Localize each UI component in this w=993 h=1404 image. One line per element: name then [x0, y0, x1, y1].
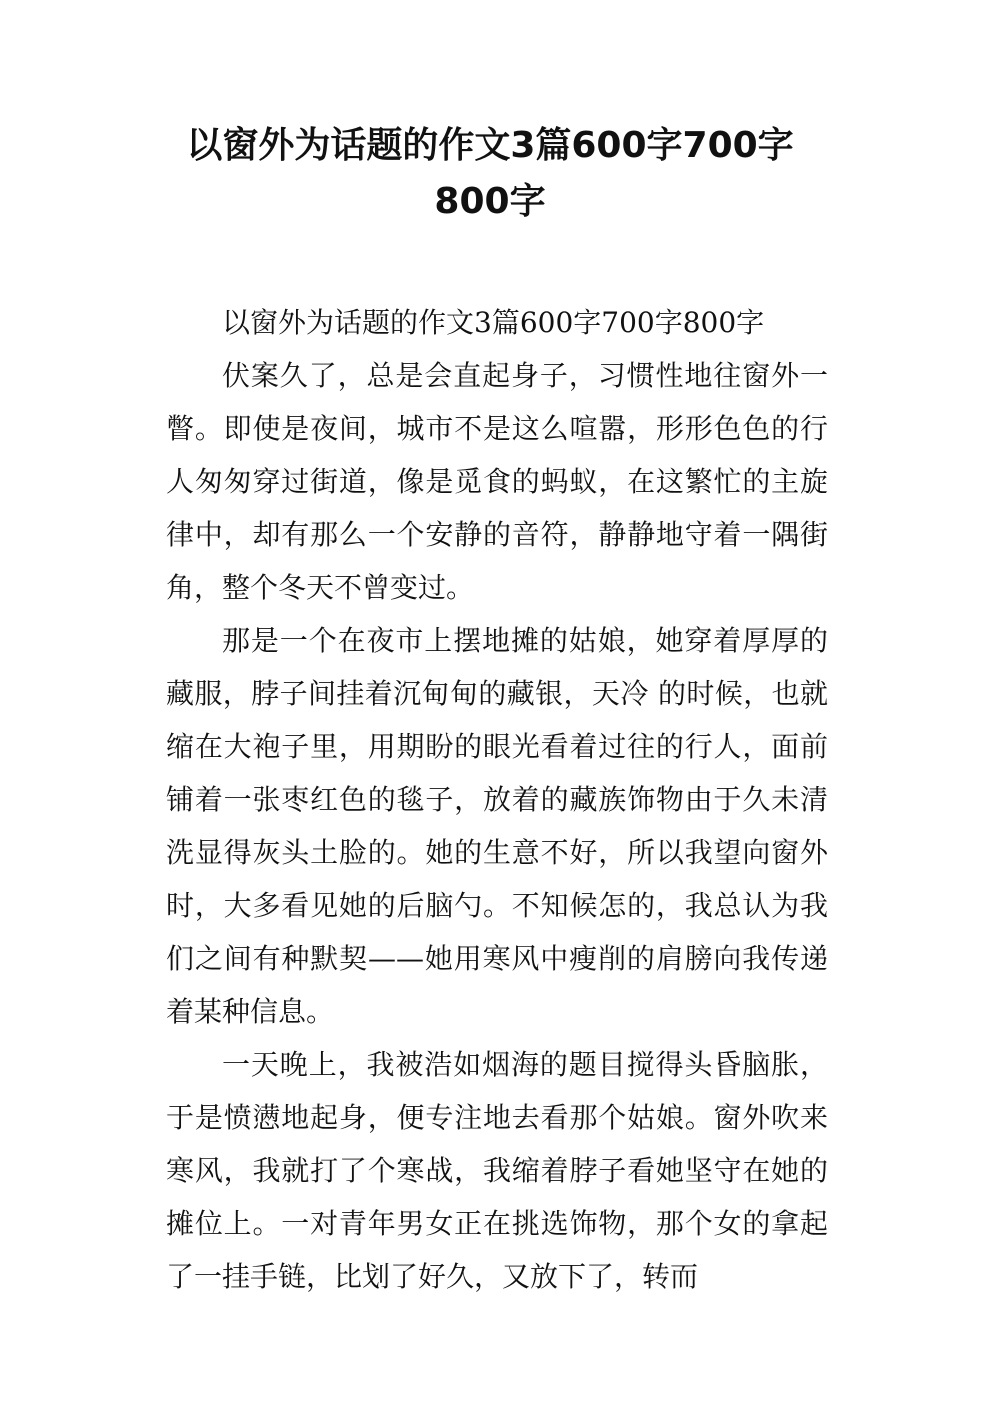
document-body [166, 296, 828, 1303]
paragraph-2: 那是一个在夜市上摆地摊的姑娘，她穿着厚厚的藏服，脖子间挂着沉甸甸的藏银，天冷 的时候，也就缩在大袍子里，用期盼的眼光看着过往的行人，面前铺着一张枣红色的毯子，放着的藏族饰物由于久未清洗显得灰头土脸的。她的生意不好，所以我望向窗外 时，大多看见她的后脑勺。不知候怎的，我总认为我们之间有种默契——她用寒风中瘦削的肩膀向我传递着某种信息。 [166, 624, 828, 1028]
paragraph-1: 伏案久了，总是会直起身子，习惯性地往窗外一瞥。即使是夜间，城市不是这么喧嚣，形形色色的行人匆匆穿过街道，像是觅食的蚂蚁，在这繁忙的主旋律中，却有那么一个安静的音符，静静地守着一隅街角，整个冬天不曾变过。 [166, 359, 828, 604]
document-title: 以窗外为话题的作文3篇600字700字800字 [186, 125, 794, 222]
paragraph-subtitle: 以窗外为话题的作文3篇600字700字800字 [222, 306, 765, 339]
paragraph-3: 一天晚上，我被浩如烟海的题目搅得头昏脑胀，于是愤懑地起身，便专注地去看那个姑娘。窗外吹来寒风，我就打了个寒战，我缩着脖子看她坚守在她的摊位上。一对青年男女正在挑选饰物，那个女的拿起了一挂手链，比划了好久，又放下了，转而 [166, 1048, 828, 1293]
